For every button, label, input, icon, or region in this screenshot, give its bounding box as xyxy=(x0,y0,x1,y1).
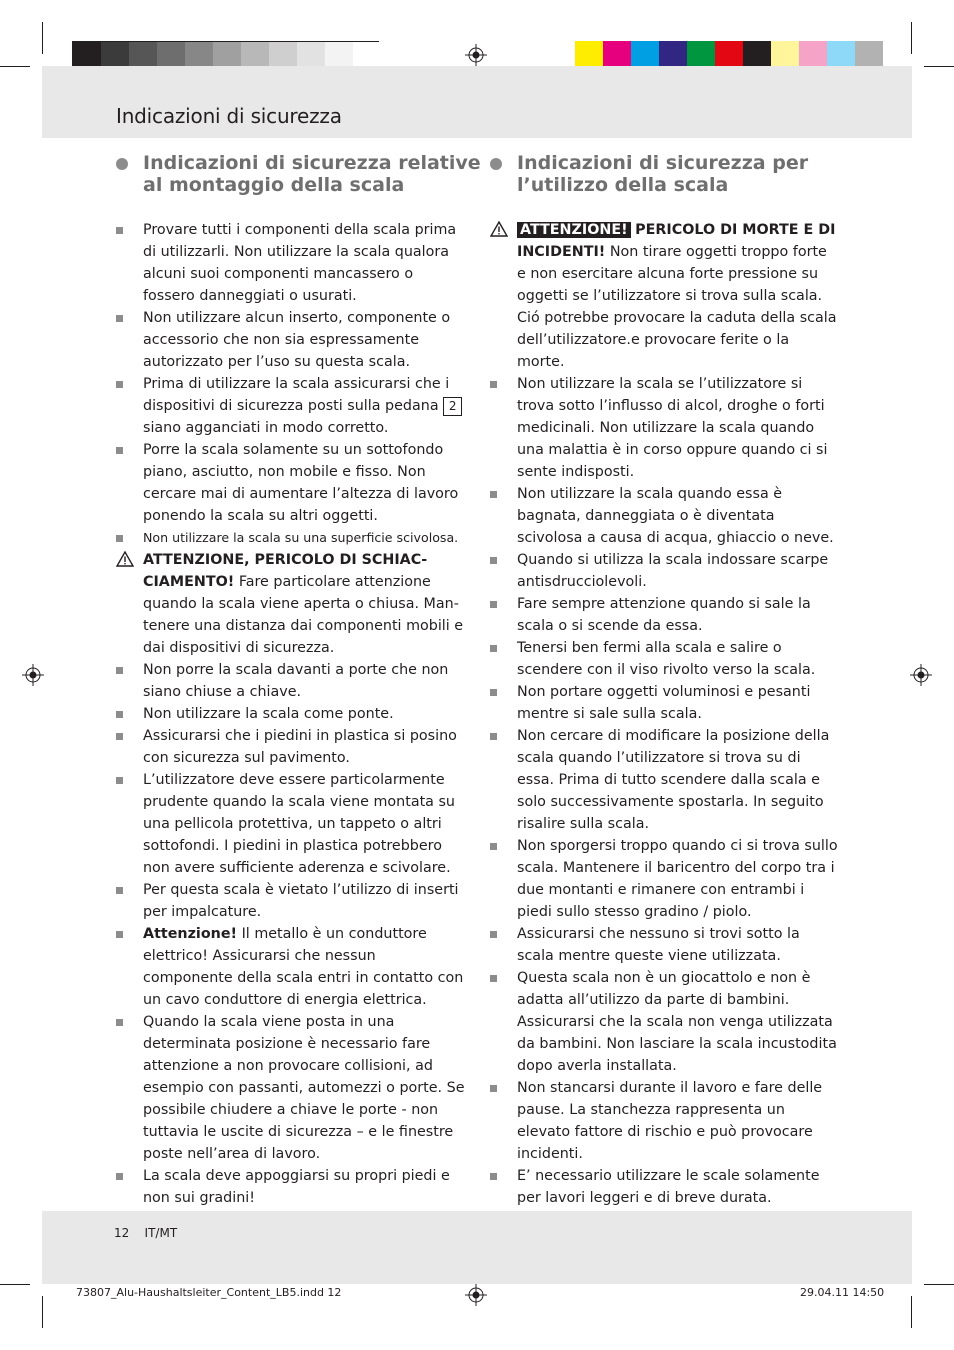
color-swatch xyxy=(269,42,297,68)
bullet-icon xyxy=(116,315,123,322)
list-item: Non stancarsi durante il lavoro e fare delle pause. La stanchezza rappresenta un elevato fattore di rischio e può provocare incidenti. xyxy=(490,1077,840,1165)
list-item: Non porre la scala davanti a porte che non siano chiuse a chiave. xyxy=(116,659,468,703)
list-item: Quando si utilizza la scala indossare scarpe antisdrucciolevoli. xyxy=(490,549,840,593)
right-section-heading: Indicazioni di sicurezza per l’utilizzo della scala xyxy=(517,152,809,196)
color-swatch xyxy=(325,42,353,68)
list-item: Per questa scala è vietato l’utilizzo di inserti per impalcature. xyxy=(116,879,468,923)
page-title: Indicazioni di sicurezza xyxy=(116,104,342,128)
registration-mark-icon xyxy=(465,1284,487,1306)
left-column xyxy=(116,219,468,1209)
bullet-icon xyxy=(116,887,123,894)
color-swatch xyxy=(297,42,325,68)
color-swatch xyxy=(855,41,883,69)
list-item: La scala deve appoggiarsi su propri piedi e non sui gradini! xyxy=(116,1165,468,1209)
bullet-icon xyxy=(116,227,123,234)
list-item: Non utilizzare la scala come ponte. xyxy=(116,703,468,725)
footer-band xyxy=(42,1211,912,1284)
list-item: ATTENZIONE, PERICOLO DI SCHIACCIAMENTO! Fare particolare attenzione quando la scala viene aperta o chiusa. Mantenere una distanza dai componenti mobili e dai dispositivi di sicurezza. xyxy=(116,549,468,659)
list-item: Non utilizzare alcun inserto, componente o accessorio che non sia espressamente autorizzato per l’uso su questa scala. xyxy=(116,307,468,373)
crop-mark xyxy=(911,1296,912,1328)
crop-mark xyxy=(42,22,43,54)
left-section-heading: Indicazioni di sicurezza relative al montaggio della scala xyxy=(143,152,481,196)
bullet-icon xyxy=(116,667,123,674)
warning-triangle-icon xyxy=(116,551,134,567)
color-swatch xyxy=(185,42,213,68)
locale-code: IT/MT xyxy=(144,1226,178,1240)
list-item: Fare sempre attenzione quando si sale la scala o si scende da essa. xyxy=(490,593,840,637)
color-swatch xyxy=(743,41,771,69)
crop-mark xyxy=(911,22,912,54)
registration-mark-icon xyxy=(910,664,932,686)
list-item: Attenzione! Il metallo è un conduttore elettrico! Assicurarsi che nessun componente della scala entri in contatto con un cavo conduttore di energia elettrica. xyxy=(116,923,468,1011)
bullet-icon xyxy=(116,1173,123,1180)
list-item: Non portare oggetti voluminosi e pesanti mentre si sale sulla scala. xyxy=(490,681,840,725)
color-swatch xyxy=(687,41,715,69)
bullet-icon xyxy=(116,381,123,388)
bullet-icon xyxy=(490,843,497,850)
bullet-icon xyxy=(116,931,123,938)
bullet-icon xyxy=(490,689,497,696)
color-swatch xyxy=(659,41,687,69)
bullet-icon xyxy=(116,447,123,454)
list-item: Non cercare di modificare la posizione della scala quando l’utilizzatore si trova su di essa. Prima di tutto scendere dalla scala e solo successivamente spostarla. In seguito risalire sulla scala. xyxy=(490,725,840,835)
list-item: Prima di utilizzare la scala assicurarsi che i dispositivi di sicurezza posti sulla pedana 2 siano agganciati in modo corretto. xyxy=(116,373,468,439)
bullet-icon xyxy=(490,557,497,564)
bullet-icon xyxy=(116,711,123,718)
bullet-icon xyxy=(490,931,497,938)
bullet-icon xyxy=(116,535,123,542)
color-swatch xyxy=(771,41,799,69)
list-item: Porre la scala solamente su un sottofondo piano, asciutto, non mobile e fisso. Non cercare mai di aumentare l’altezza di lavoro ponendo la scala su altri oggetti. xyxy=(116,439,468,527)
list-item: Quando la scala viene posta in una determinata posizione è necessario fare attenzione a non provocare collisioni, ad esempio con passanti, automezzi o porte. Se possibile chiudere a chiave le porte - non tuttavia le uscite di sicurezza – e le finestre poste nell’area di lavoro. xyxy=(116,1011,468,1165)
bullet-icon xyxy=(490,733,497,740)
bullet-icon xyxy=(490,491,497,498)
color-swatch xyxy=(631,41,659,69)
bullet-icon xyxy=(116,1019,123,1026)
warning-triangle-icon xyxy=(490,221,508,237)
crop-mark xyxy=(924,66,954,67)
list-item: L’utilizzatore deve essere particolarmente prudente quando la scala viene montata su una pellicola protettiva, un tappeto o altri sottofondi. I piedini in plastica potrebbero non avere sufficiente aderenza e scivolare. xyxy=(116,769,468,879)
color-swatch xyxy=(575,41,603,69)
color-swatch xyxy=(353,42,381,68)
color-swatch xyxy=(157,42,185,68)
color-swatch xyxy=(241,42,269,68)
file-slug: 73807_Alu-Haushaltsleiter_Content_LB5.indd 12 xyxy=(76,1286,342,1299)
bullet-icon xyxy=(490,601,497,608)
bullet-icon xyxy=(490,975,497,982)
bullet-icon xyxy=(490,645,497,652)
list-item: E’ necessario utilizzare le scale solamente per lavori leggeri e di breve durata. xyxy=(490,1165,840,1209)
color-swatch xyxy=(799,41,827,69)
section-dot-icon xyxy=(490,158,502,170)
registration-mark-icon xyxy=(465,44,487,66)
section-dot-icon xyxy=(116,158,128,170)
list-item: Non utilizzare la scala quando essa è bagnata, danneggiata o è diventata scivolosa a causa di acqua, ghiaccio o neve. xyxy=(490,483,840,549)
list-item: Non sporgersi troppo quando ci si trova sullo scala. Mantenere il baricentro del corpo tra i due montanti e rimanere con entrambi i piedi sullo stesso gradino / piolo. xyxy=(490,835,840,923)
crop-mark xyxy=(924,1284,954,1285)
list-item: Provare tutti i componenti della scala prima di utilizzarli. Non utilizzare la scala qualora alcuni suoi componenti mancassero o fossero danneggiati o usurati. xyxy=(116,219,468,307)
list-item: Tenersi ben fermi alla scala e salire o scendere con il viso rivolto verso la scala. xyxy=(490,637,840,681)
list-item: Non utilizzare la scala su una superficie scivolosa. xyxy=(116,527,468,549)
greyscale-colorbar xyxy=(72,41,379,69)
bullet-icon xyxy=(490,1085,497,1092)
color-swatch xyxy=(213,42,241,68)
process-colorbar xyxy=(575,41,882,69)
bullet-icon xyxy=(116,777,123,784)
color-swatch xyxy=(603,41,631,69)
attention-badge: ATTENZIONE! xyxy=(517,222,631,238)
color-swatch xyxy=(715,41,743,69)
color-swatch xyxy=(73,42,101,68)
list-item: Assicurarsi che nessuno si trovi sotto la scala mentre queste viene utilizzata. xyxy=(490,923,840,967)
registration-mark-icon xyxy=(22,664,44,686)
color-swatch xyxy=(827,41,855,69)
color-swatch xyxy=(129,42,157,68)
crop-mark xyxy=(0,66,30,67)
color-swatch xyxy=(101,42,129,68)
crop-mark xyxy=(42,1296,43,1328)
right-column xyxy=(490,219,840,1275)
bullet-icon xyxy=(490,1173,497,1180)
list-item: Assicurarsi che i piedini in plastica si posino con sicurezza sul pavimento. xyxy=(116,725,468,769)
list-item: Non utilizzare la scala se l’utilizzatore si trova sotto l’influsso di alcol, droghe o forti medicinali. Non utilizzare la scala quando una malattia è in corso oppure quando ci si sente indisposti. xyxy=(490,373,840,483)
bullet-icon xyxy=(116,733,123,740)
print-date: 29.04.11 14:50 xyxy=(800,1286,885,1299)
crop-mark xyxy=(0,1284,30,1285)
page-number: 12 IT/MT xyxy=(114,1226,178,1240)
list-item: Questa scala non è un giocattolo e non è adatta all’utilizzo da parte di bambini. Assicurarsi che la scala non venga utilizzata da bambini. Non lasciare la scala incustodita dopo averla installata. xyxy=(490,967,840,1077)
part-number-box: 2 xyxy=(443,397,462,416)
bullet-icon xyxy=(490,381,497,388)
list-item: ATTENZIONE! PERICOLO DI MORTE E DI INCIDENTI! Non tirare oggetti troppo forte e non esercitare alcuna forte pressione su oggetti se l’utilizzatore si trova sulla scala. Ció potrebbe provocare la caduta della scala dell’utilizzatore.e provocare ferite o la morte. xyxy=(490,219,840,373)
